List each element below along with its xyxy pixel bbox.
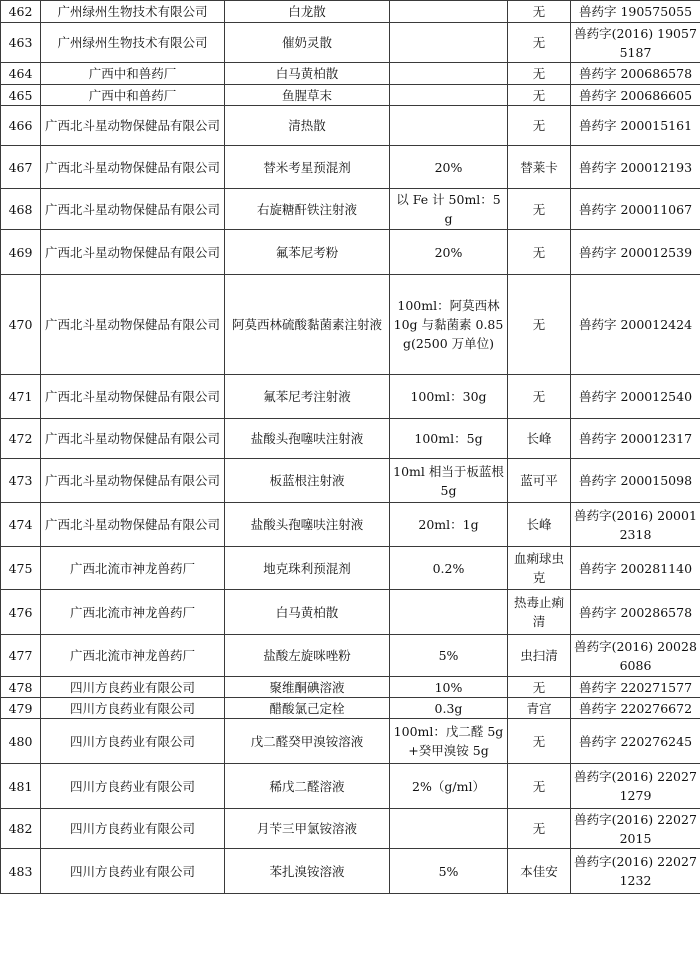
- row-number: 467: [1, 146, 41, 189]
- company-cell: 广西北斗星动物保健品有限公司: [41, 275, 225, 375]
- company-cell: 广西中和兽药厂: [41, 85, 225, 106]
- table-row: [1, 419, 700, 459]
- spec-cell: [390, 1, 508, 23]
- row-number: 464: [1, 63, 41, 85]
- product-name-cell: 醋酸氯己定栓: [225, 698, 390, 719]
- trade-name-cell: 无: [508, 719, 571, 764]
- spec-cell: 0.3g: [390, 698, 508, 719]
- trade-name-cell: 无: [508, 23, 571, 63]
- trade-name-cell: 蓝可平: [508, 459, 571, 503]
- table-row: [1, 809, 700, 849]
- trade-name-cell: 替莱卡: [508, 146, 571, 189]
- company-cell: 广西北斗星动物保健品有限公司: [41, 503, 225, 547]
- product-name-cell: 氟苯尼考注射液: [225, 375, 390, 419]
- trade-name-cell: 长峰: [508, 419, 571, 459]
- row-number: 474: [1, 503, 41, 547]
- row-number: 466: [1, 106, 41, 146]
- trade-name-cell: 无: [508, 230, 571, 275]
- company-cell: 广州绿州生物技术有限公司: [41, 23, 225, 63]
- trade-name-cell: 本佳安: [508, 849, 571, 894]
- company-cell: 广西北斗星动物保健品有限公司: [41, 146, 225, 189]
- table-row: [1, 590, 700, 635]
- spec-cell: [390, 85, 508, 106]
- row-number: 476: [1, 590, 41, 635]
- table-row: [1, 146, 700, 189]
- product-name-cell: 鱼腥草末: [225, 85, 390, 106]
- spec-cell: [390, 63, 508, 85]
- product-name-cell: 聚维酮碘溶液: [225, 677, 390, 698]
- table-row: [1, 677, 700, 698]
- spec-cell: [390, 809, 508, 849]
- table-row: [1, 764, 700, 809]
- approval-number-cell: 兽药字 200012539: [571, 230, 700, 275]
- spec-cell: [390, 106, 508, 146]
- company-cell: 广西北斗星动物保健品有限公司: [41, 375, 225, 419]
- approval-number-cell: 兽药字 200011067: [571, 189, 700, 230]
- product-name-cell: 盐酸头孢噻呋注射液: [225, 503, 390, 547]
- trade-name-cell: 无: [508, 764, 571, 809]
- approval-number-cell: 兽药字 200686605: [571, 85, 700, 106]
- product-name-cell: 替米考星预混剂: [225, 146, 390, 189]
- table-row: [1, 503, 700, 547]
- row-number: 462: [1, 1, 41, 23]
- company-cell: 广西北斗星动物保健品有限公司: [41, 230, 225, 275]
- company-cell: 四川方良药业有限公司: [41, 764, 225, 809]
- trade-name-cell: 无: [508, 85, 571, 106]
- row-number: 481: [1, 764, 41, 809]
- spec-cell: 2%（g/ml）: [390, 764, 508, 809]
- product-name-cell: 稀戊二醛溶液: [225, 764, 390, 809]
- table-row: [1, 275, 700, 375]
- table-row: [1, 23, 700, 63]
- spec-cell: [390, 590, 508, 635]
- table-body: [1, 1, 700, 894]
- approval-number-cell: 兽药字(2016) 220271279: [571, 764, 700, 809]
- row-number: 472: [1, 419, 41, 459]
- trade-name-cell: 无: [508, 189, 571, 230]
- company-cell: 广西北斗星动物保健品有限公司: [41, 459, 225, 503]
- table-row: [1, 63, 700, 85]
- trade-name-cell: 无: [508, 375, 571, 419]
- spec-cell: 以 Fe 计 50ml：5g: [390, 189, 508, 230]
- table-row: [1, 106, 700, 146]
- trade-name-cell: 长峰: [508, 503, 571, 547]
- approval-number-cell: 兽药字 200012540: [571, 375, 700, 419]
- approval-number-cell: 兽药字(2016) 200286086: [571, 635, 700, 677]
- table-row: [1, 635, 700, 677]
- spec-cell: 100ml：30g: [390, 375, 508, 419]
- table-row: [1, 547, 700, 590]
- trade-name-cell: 无: [508, 677, 571, 698]
- approval-number-cell: 兽药字 190575055: [571, 1, 700, 23]
- row-number: 469: [1, 230, 41, 275]
- table-row: [1, 698, 700, 719]
- approval-number-cell: 兽药字 200012193: [571, 146, 700, 189]
- table-row: [1, 85, 700, 106]
- trade-name-cell: 无: [508, 63, 571, 85]
- approval-number-cell: 兽药字 220276672: [571, 698, 700, 719]
- table-row: [1, 189, 700, 230]
- product-name-cell: 氟苯尼考粉: [225, 230, 390, 275]
- spec-cell: 0.2%: [390, 547, 508, 590]
- approval-number-cell: 兽药字 200012317: [571, 419, 700, 459]
- approval-number-cell: 兽药字(2016) 190575187: [571, 23, 700, 63]
- product-name-cell: 板蓝根注射液: [225, 459, 390, 503]
- trade-name-cell: 热毒止痢清: [508, 590, 571, 635]
- approval-number-cell: 兽药字(2016) 200012318: [571, 503, 700, 547]
- product-name-cell: 白马黄柏散: [225, 590, 390, 635]
- company-cell: 广州绿州生物技术有限公司: [41, 1, 225, 23]
- approval-number-cell: 兽药字 200015161: [571, 106, 700, 146]
- product-name-cell: 阿莫西林硫酸黏菌素注射液: [225, 275, 390, 375]
- trade-name-cell: 血痢球虫克: [508, 547, 571, 590]
- company-cell: 广西北斗星动物保健品有限公司: [41, 106, 225, 146]
- trade-name-cell: 无: [508, 275, 571, 375]
- spec-cell: 10ml 相当于板蓝根 5g: [390, 459, 508, 503]
- spec-cell: [390, 23, 508, 63]
- spec-cell: 10%: [390, 677, 508, 698]
- product-name-cell: 盐酸头孢噻呋注射液: [225, 419, 390, 459]
- approval-number-cell: 兽药字 220276245: [571, 719, 700, 764]
- approval-number-cell: 兽药字 200012424: [571, 275, 700, 375]
- trade-name-cell: 青宫: [508, 698, 571, 719]
- product-name-cell: 地克珠利预混剂: [225, 547, 390, 590]
- product-name-cell: 月苄三甲氯铵溶液: [225, 809, 390, 849]
- company-cell: 广西北流市神龙兽药厂: [41, 635, 225, 677]
- product-name-cell: 盐酸左旋咪唑粉: [225, 635, 390, 677]
- spec-cell: 20ml：1g: [390, 503, 508, 547]
- approval-number-cell: 兽药字 220271577: [571, 677, 700, 698]
- company-cell: 广西北流市神龙兽药厂: [41, 590, 225, 635]
- row-number: 479: [1, 698, 41, 719]
- company-cell: 四川方良药业有限公司: [41, 809, 225, 849]
- row-number: 478: [1, 677, 41, 698]
- approval-number-cell: 兽药字 200686578: [571, 63, 700, 85]
- trade-name-cell: 无: [508, 1, 571, 23]
- spec-cell: 20%: [390, 146, 508, 189]
- table-row: [1, 1, 700, 23]
- trade-name-cell: 虫扫清: [508, 635, 571, 677]
- row-number: 475: [1, 547, 41, 590]
- spec-cell: 5%: [390, 849, 508, 894]
- company-cell: 广西北斗星动物保健品有限公司: [41, 189, 225, 230]
- row-number: 468: [1, 189, 41, 230]
- spec-cell: 5%: [390, 635, 508, 677]
- table-row: [1, 849, 700, 894]
- row-number: 482: [1, 809, 41, 849]
- approval-number-cell: 兽药字 200286578: [571, 590, 700, 635]
- product-name-cell: 清热散: [225, 106, 390, 146]
- trade-name-cell: 无: [508, 106, 571, 146]
- spec-cell: 100ml：戊二醛 5g+癸甲溴铵 5g: [390, 719, 508, 764]
- company-cell: 四川方良药业有限公司: [41, 719, 225, 764]
- row-number: 483: [1, 849, 41, 894]
- approval-number-cell: 兽药字 200015098: [571, 459, 700, 503]
- company-cell: 四川方良药业有限公司: [41, 698, 225, 719]
- spec-cell: 100ml：5g: [390, 419, 508, 459]
- row-number: 463: [1, 23, 41, 63]
- company-cell: 广西中和兽药厂: [41, 63, 225, 85]
- row-number: 480: [1, 719, 41, 764]
- row-number: 465: [1, 85, 41, 106]
- row-number: 470: [1, 275, 41, 375]
- row-number: 473: [1, 459, 41, 503]
- spec-cell: 20%: [390, 230, 508, 275]
- table-row: [1, 230, 700, 275]
- approval-number-cell: 兽药字(2016) 220272015: [571, 809, 700, 849]
- table-row: [1, 719, 700, 764]
- company-cell: 四川方良药业有限公司: [41, 849, 225, 894]
- row-number: 477: [1, 635, 41, 677]
- spec-cell: 100ml：阿莫西林 10g 与黏菌素 0.85g(2500 万单位): [390, 275, 508, 375]
- company-cell: 广西北流市神龙兽药厂: [41, 547, 225, 590]
- product-name-cell: 右旋糖酐铁注射液: [225, 189, 390, 230]
- table-row: [1, 375, 700, 419]
- product-name-cell: 催奶灵散: [225, 23, 390, 63]
- product-name-cell: 白龙散: [225, 1, 390, 23]
- product-name-cell: 戊二醛癸甲溴铵溶液: [225, 719, 390, 764]
- product-name-cell: 白马黄柏散: [225, 63, 390, 85]
- approval-number-cell: 兽药字 200281140: [571, 547, 700, 590]
- row-number: 471: [1, 375, 41, 419]
- product-name-cell: 苯扎溴铵溶液: [225, 849, 390, 894]
- table-row: [1, 459, 700, 503]
- company-cell: 广西北斗星动物保健品有限公司: [41, 419, 225, 459]
- trade-name-cell: 无: [508, 809, 571, 849]
- company-cell: 四川方良药业有限公司: [41, 677, 225, 698]
- approval-number-cell: 兽药字(2016) 220271232: [571, 849, 700, 894]
